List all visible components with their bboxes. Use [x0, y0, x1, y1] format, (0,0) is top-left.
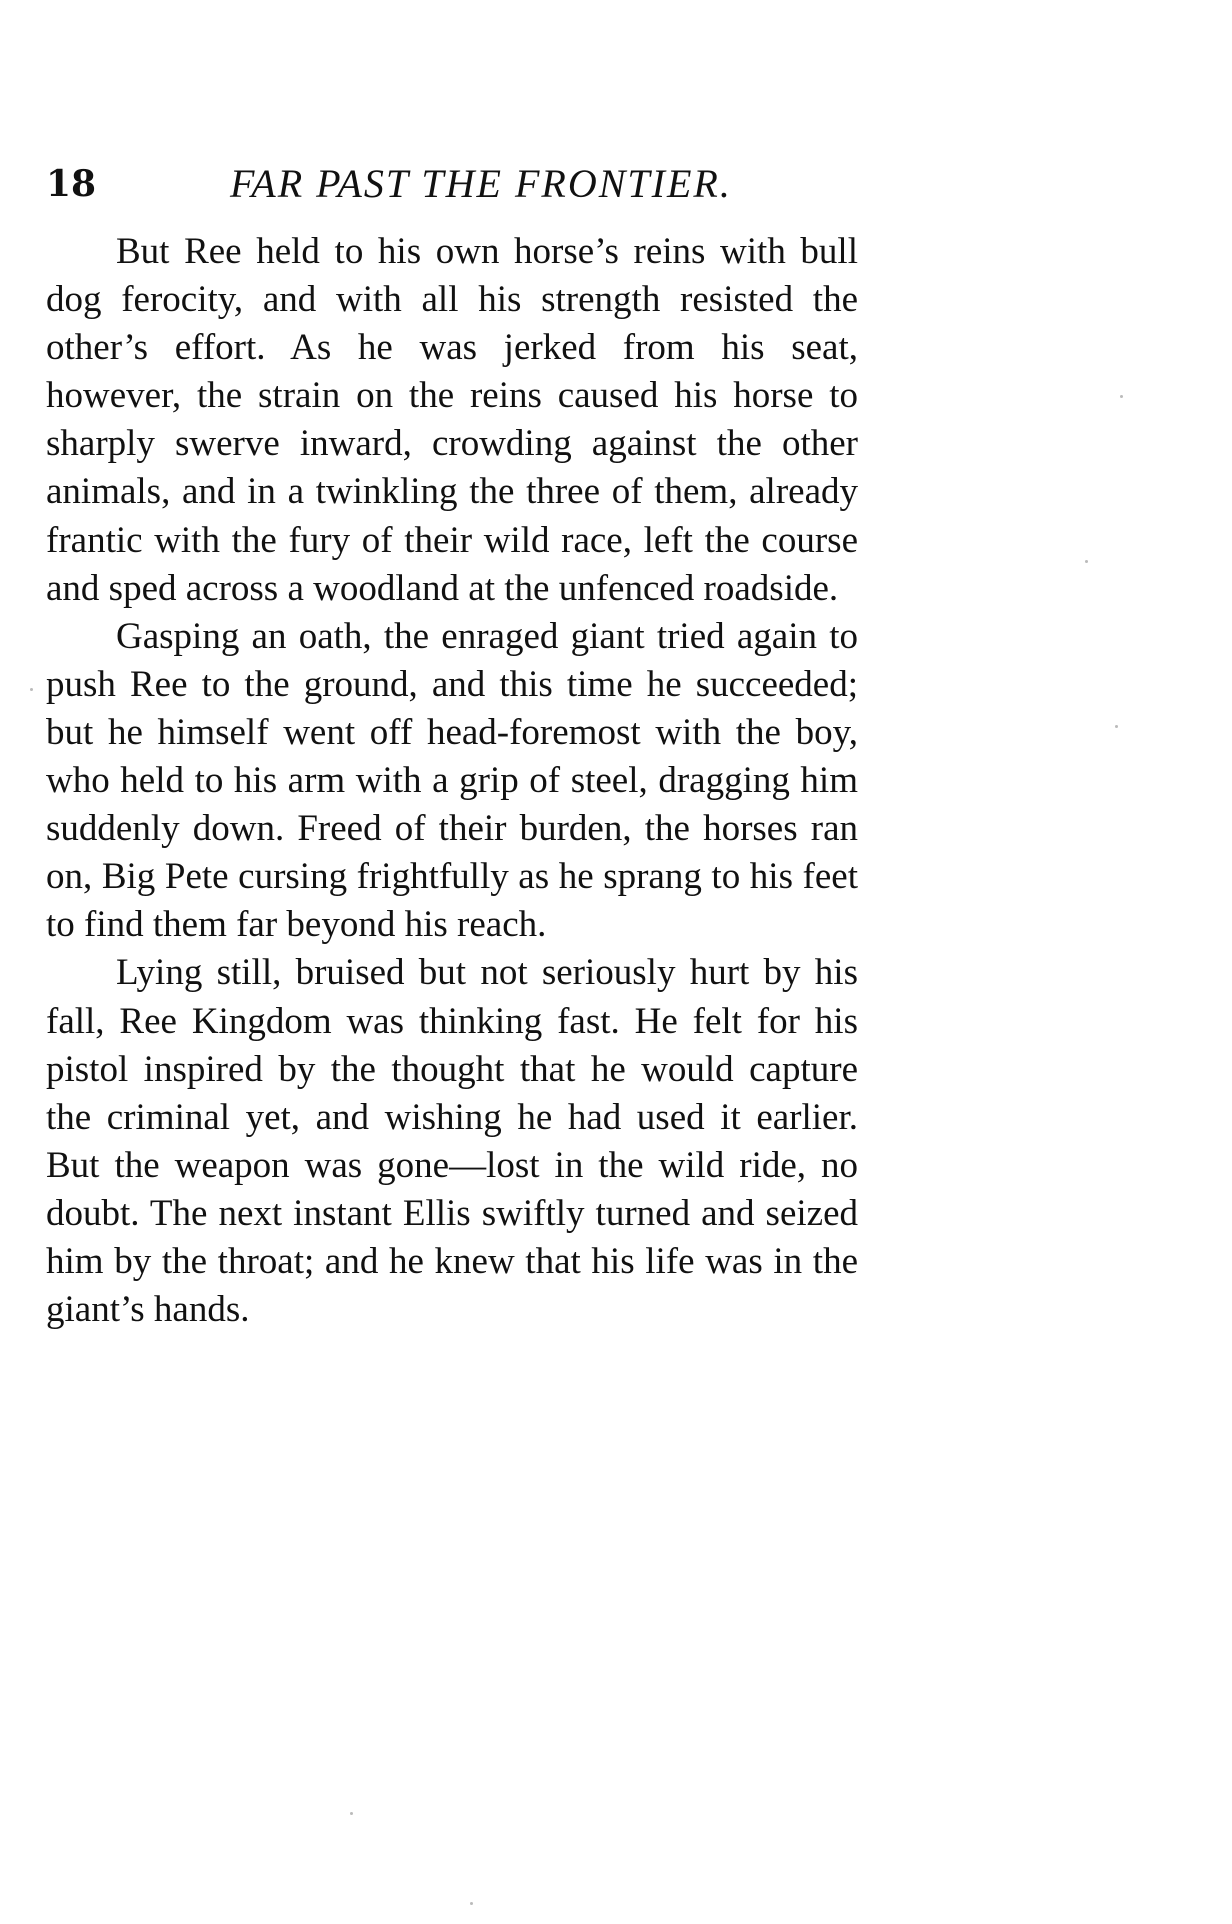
body-text: [46, 228, 858, 1334]
running-title: FAR PAST THE FRONTIER.: [230, 161, 732, 206]
scan-speck: [1085, 560, 1088, 563]
paragraph-1: But Ree held to his own horse’s reins with bull dog ferocity, and with all his strength resisted the other’s effort. As he was jerked from his seat, however, the strain on the reins caused his horse to sharply swerve inward, crowding against the other animals, and in a twinkling the three of them, already frantic with the fury of their wild race, left the course and sped across a woodland at the unfenced roadside.: [46, 231, 858, 609]
scan-speck: [1120, 395, 1123, 398]
paragraph-3: Lying still, bruised but not seriously hurt by his fall, Ree Kingdom was thinking fast. He felt for his pistol inspired by the thought that he would capture the criminal yet, and wishing he had used it earlier. But the weapon was gone—lost in the wild ride, no doubt. The next instant Ellis swiftly turned and seized him by the throat; and he knew that his life was in the giant’s hands.: [46, 952, 858, 1331]
scan-speck: [30, 688, 33, 691]
scan-speck: [350, 1812, 353, 1815]
scan-speck: [1115, 725, 1118, 728]
page-number: 18: [46, 163, 97, 205]
paragraph-2: Gasping an oath, the enraged giant tried again to push Ree to the ground, and this time he succeeded; but he himself went off head-foremost with the boy, who held to his arm with a grip of steel, dragging him suddenly down. Freed of their burden, the horses ran on, Big Pete cursing frightfully as he sprang to his feet to find them far beyond his reach.: [46, 615, 858, 946]
page-header: [40, 160, 860, 220]
scan-speck: [470, 1902, 473, 1905]
